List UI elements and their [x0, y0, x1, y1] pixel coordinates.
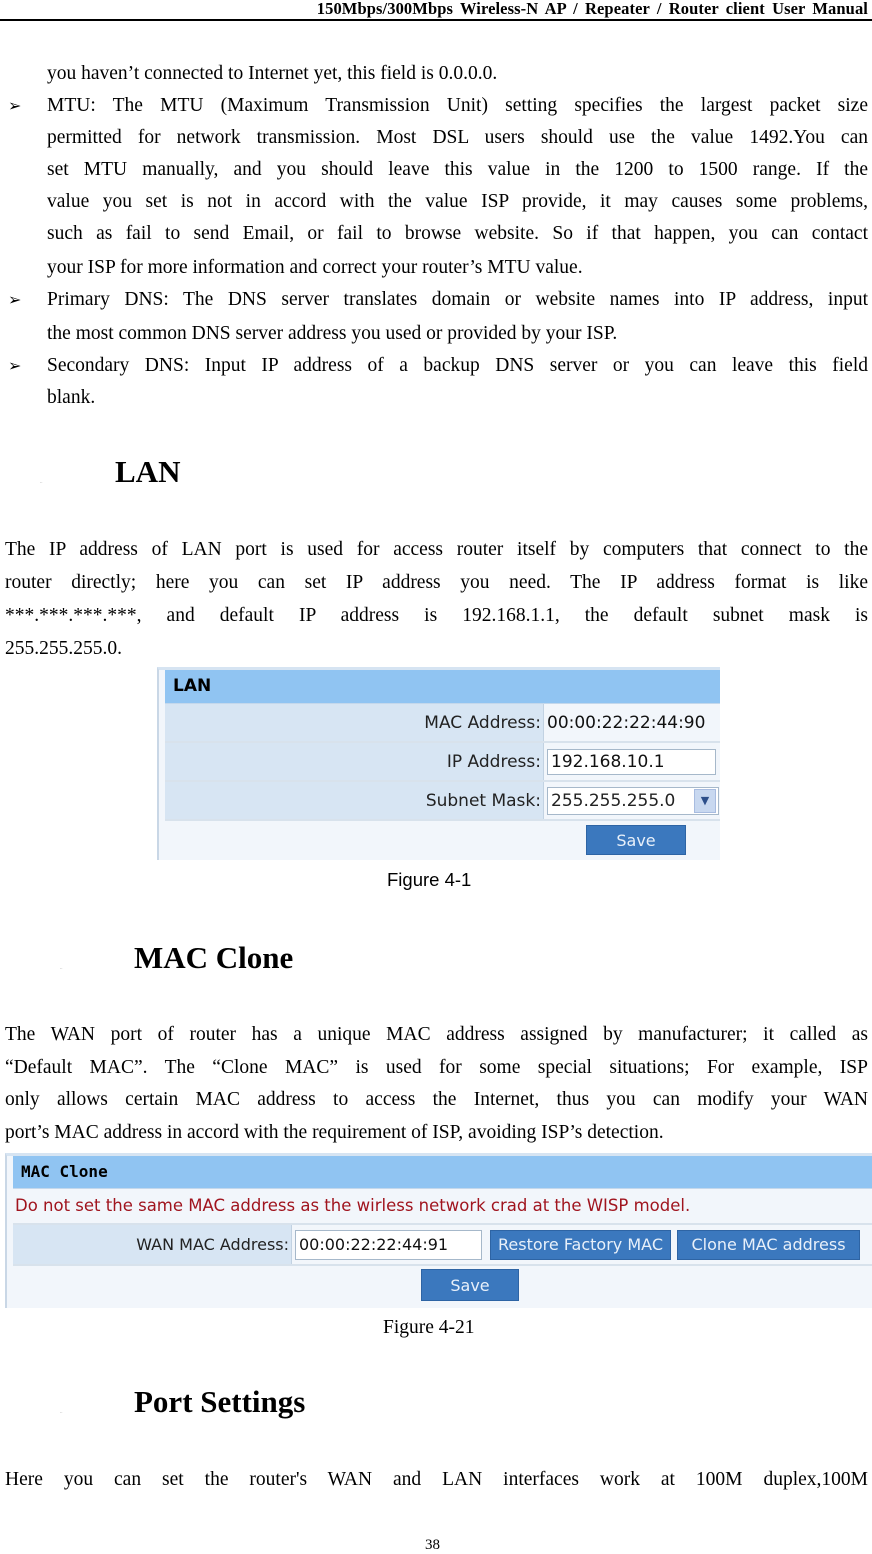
- mac-clone-paragraph-line: The WAN port of router has a unique MAC address assigned by manufacturer; it called as: [5, 1024, 868, 1045]
- lan-paragraph-line: 255.255.255.0.: [5, 638, 122, 659]
- lan-panel-title: LAN: [165, 670, 720, 704]
- text-line: value you set is not in accord with the value ISP provide, it may causes some problems,: [47, 191, 868, 212]
- lan-paragraph-line: router directly; here you can set IP address you need. The IP address format is like: [5, 572, 868, 593]
- subnet-mask-row: [165, 782, 720, 821]
- mac-clone-warning: Do not set the same MAC address as the wirless network crad at the WISP model.: [13, 1189, 872, 1225]
- section-heading-mac-clone: MAC Clone: [134, 940, 294, 975]
- chevron-down-icon[interactable]: ▼: [694, 789, 716, 813]
- page-header: [0, 0, 872, 21]
- arrow-bullet-icon: ➢: [8, 356, 22, 375]
- mac-clone-paragraph-line: “Default MAC”. The “Clone MAC” is used for some special situations; For example, ISP: [5, 1057, 868, 1078]
- manual-title: 150Mbps/300Mbps Wireless-N AP / Repeater / Router client User Manual: [316, 0, 868, 18]
- text-line: permitted for network transmission. Most DSL users should use the value 1492.You can: [47, 127, 868, 148]
- mac-address-row: [165, 704, 720, 743]
- text-line: such as fail to send Email, or fail to browse website. So if that happen, you can contact: [47, 223, 868, 244]
- intro-line: you haven’t connected to Internet yet, this field is 0.0.0.0.: [47, 63, 498, 84]
- mac-clone-figure: [5, 1153, 872, 1308]
- text-line: Primary DNS: The DNS server translates domain or website names into IP address, input: [47, 289, 868, 310]
- text-line: the most common DNS server address you used or provided by your ISP.: [47, 323, 618, 344]
- subnet-mask-label: Subnet Mask:: [165, 782, 544, 819]
- text-line: your ISP for more information and correct your router’s MTU value.: [47, 257, 583, 278]
- mac-address-value: 00:00:22:22:44:90: [547, 712, 706, 733]
- port-settings-paragraph-line: Here you can set the router's WAN and LAN interfaces work at 100M duplex,100M: [5, 1469, 868, 1490]
- ip-address-input[interactable]: 192.168.10.1: [547, 749, 716, 775]
- mac-clone-paragraph-line: port’s MAC address in accord with the requirement of ISP, avoiding ISP’s detection.: [5, 1122, 664, 1143]
- ip-address-row: [165, 743, 720, 782]
- restore-factory-mac-button[interactable]: Restore Factory MAC: [490, 1230, 671, 1260]
- figure-caption: Figure 4-21: [383, 1317, 475, 1338]
- arrow-bullet-icon: ➢: [8, 96, 22, 115]
- section-heading-lan: LAN: [115, 454, 181, 489]
- mac-clone-save-button[interactable]: Save: [421, 1269, 519, 1301]
- heading-marker: ..: [60, 966, 63, 971]
- lan-settings-figure: [157, 667, 720, 860]
- mac-clone-panel-title: MAC Clone: [13, 1156, 872, 1189]
- lan-save-button[interactable]: Save: [586, 825, 686, 855]
- heading-marker: ..: [60, 1410, 63, 1415]
- text-line: set MTU manually, and you should leave this value in the 1200 to 1500 range. If the: [47, 159, 868, 180]
- mac-address-label: MAC Address:: [165, 704, 544, 741]
- clone-mac-address-button[interactable]: Clone MAC address: [677, 1230, 860, 1260]
- heading-marker: ..: [40, 480, 43, 485]
- arrow-bullet-icon: ➢: [8, 290, 22, 309]
- mac-clone-paragraph-line: only allows certain MAC address to access the Internet, thus you can modify your WAN: [5, 1089, 868, 1110]
- text-line: blank.: [47, 387, 96, 408]
- subnet-mask-select[interactable]: [547, 787, 719, 815]
- ip-address-label: IP Address:: [165, 743, 544, 780]
- figure-caption: Figure 4-1: [387, 869, 472, 890]
- wan-mac-label: WAN MAC Address:: [13, 1225, 292, 1264]
- save-row: [159, 821, 720, 859]
- section-heading-port-settings: Port Settings: [134, 1384, 306, 1419]
- wan-mac-row: [13, 1225, 872, 1266]
- text-line: MTU: The MTU (Maximum Transmission Unit) setting specifies the largest packet size: [47, 95, 868, 116]
- lan-paragraph-line: ***.***.***.***, and default IP address is 192.168.1.1, the default subnet mask is: [5, 605, 868, 626]
- text-line: Secondary DNS: Input IP address of a backup DNS server or you can leave this field: [47, 355, 868, 376]
- wan-mac-input[interactable]: 00:00:22:22:44:91: [295, 1230, 482, 1260]
- subnet-mask-value: 255.255.255.0: [551, 790, 676, 811]
- page-number: 38: [425, 1537, 440, 1553]
- save-row: [7, 1266, 872, 1306]
- lan-paragraph-line: The IP address of LAN port is used for access router itself by computers that connect to the: [5, 539, 868, 560]
